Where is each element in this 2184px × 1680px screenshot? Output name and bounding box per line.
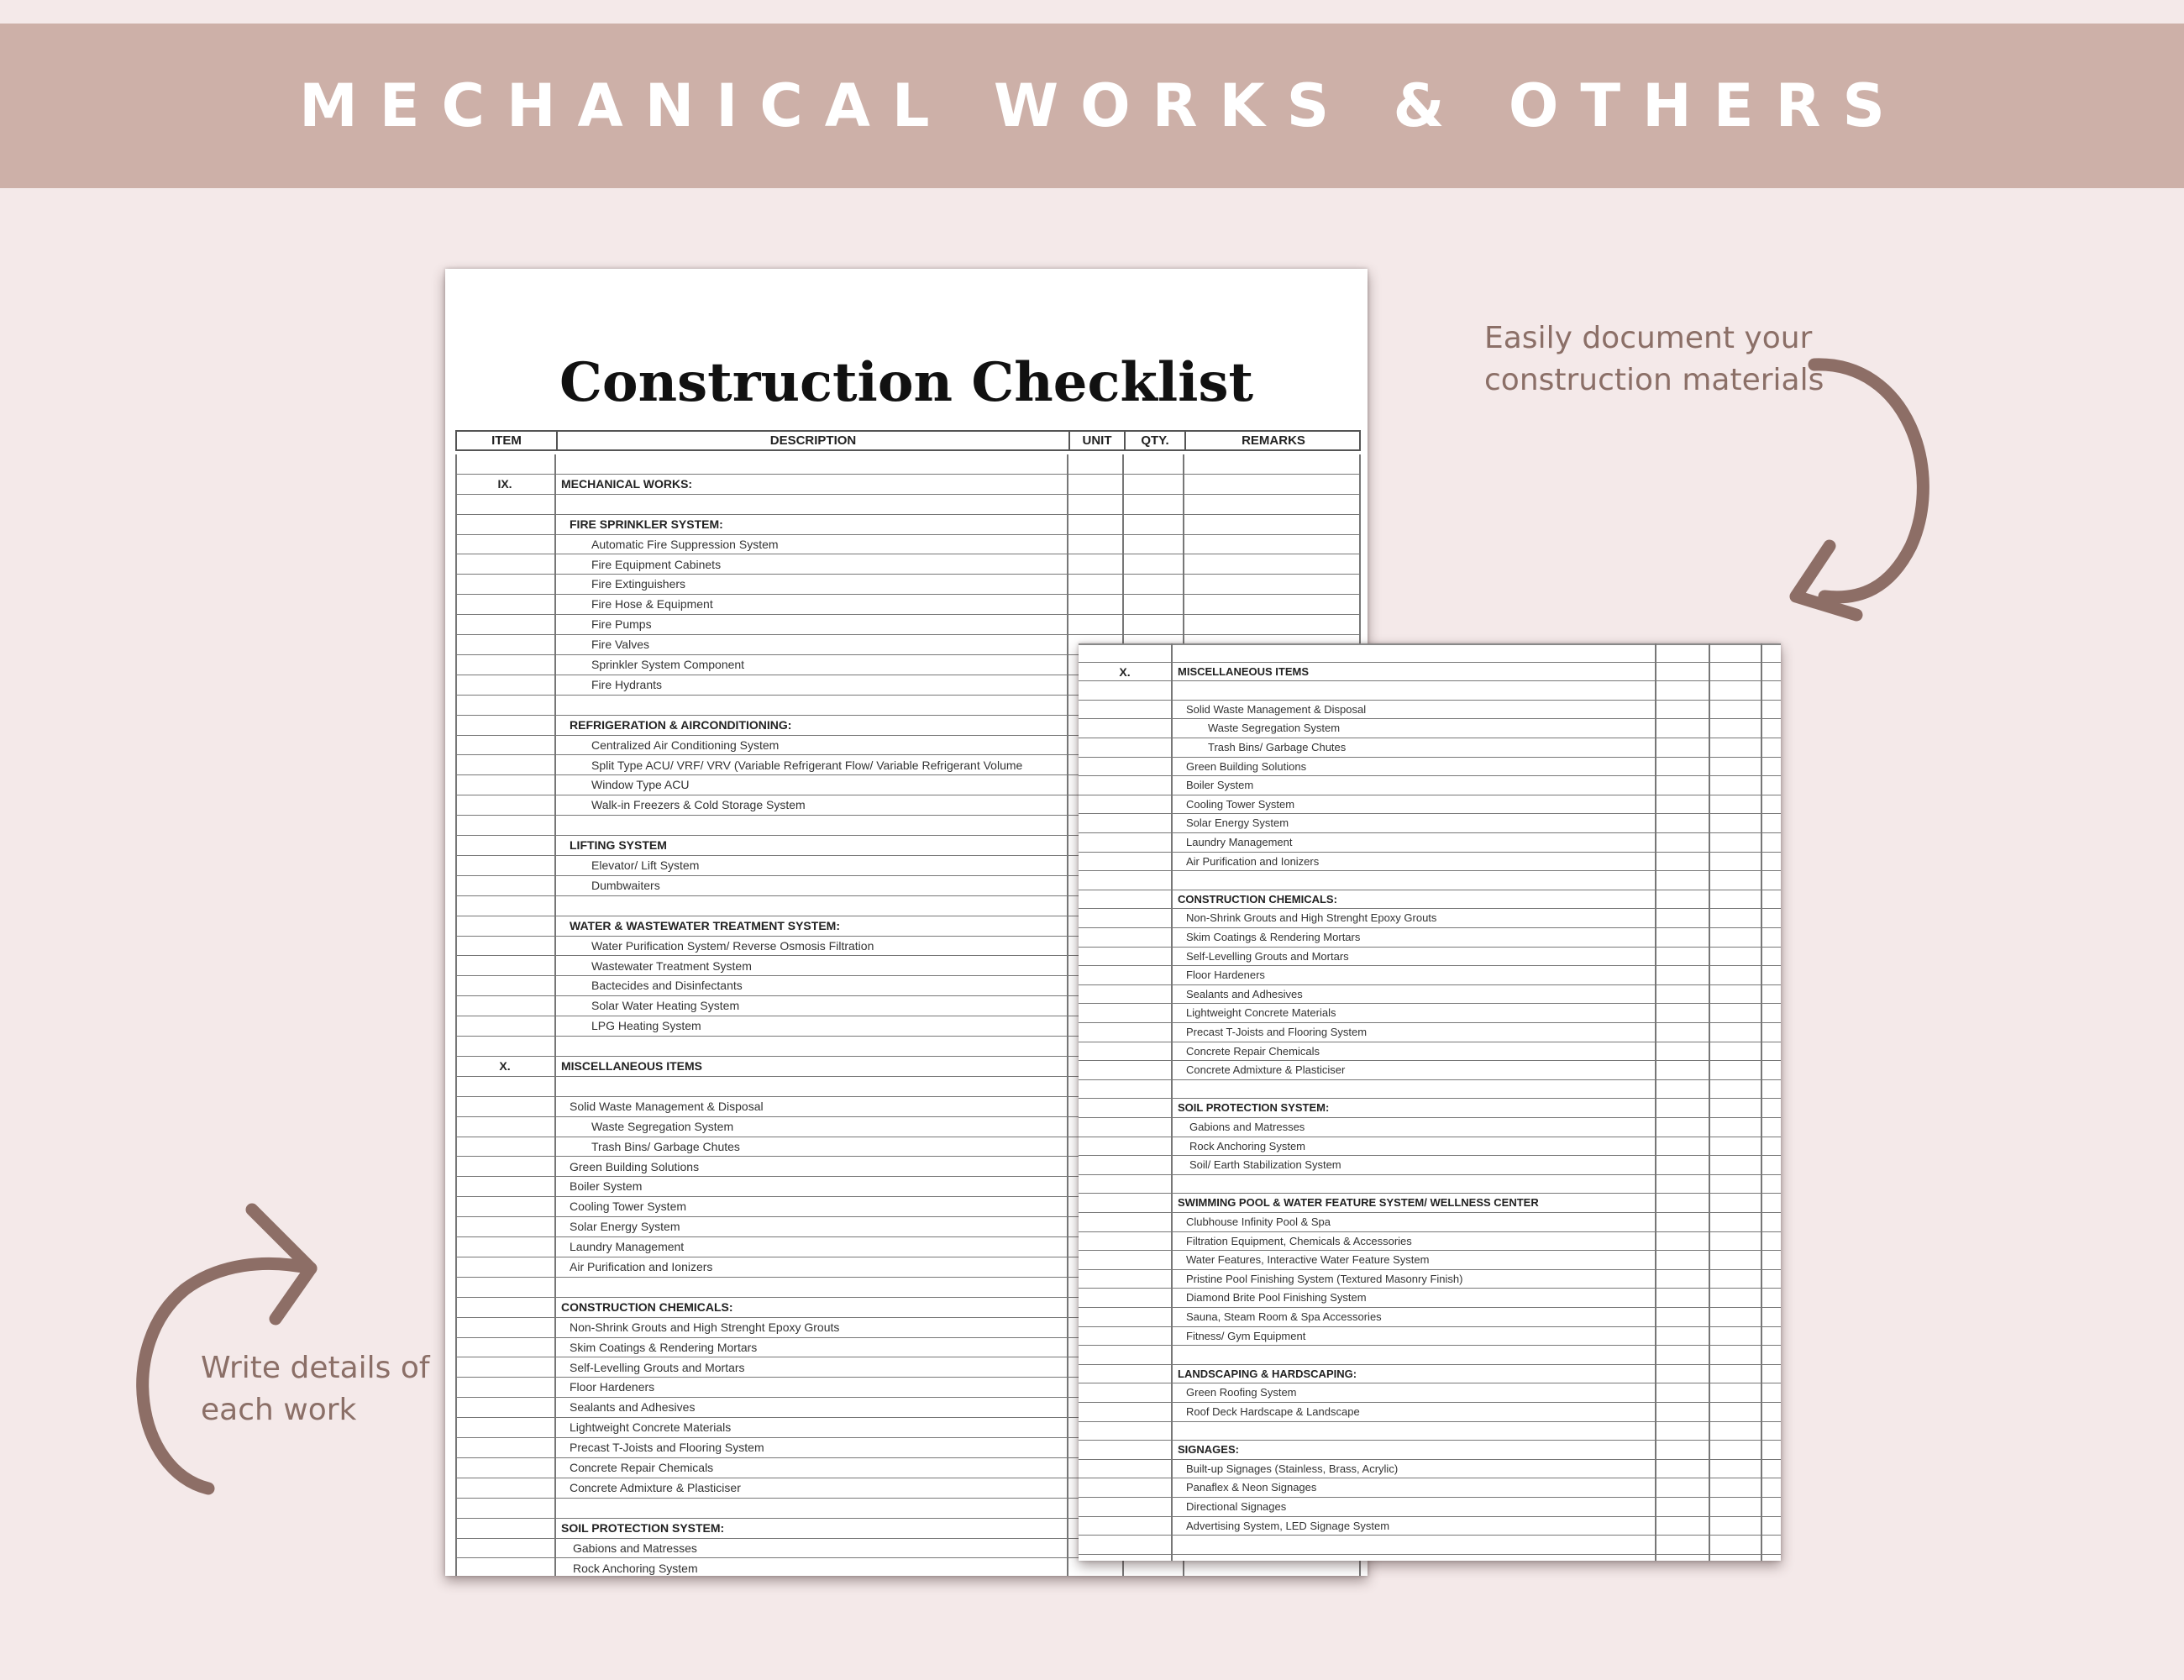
- row-description: Dumbwaiters: [591, 878, 660, 892]
- row-item-number: [455, 1539, 554, 1558]
- row-item-number: [1079, 1118, 1171, 1137]
- row-description: LANDSCAPING & HARDSCAPING:: [1178, 1367, 1357, 1380]
- row-description: Built-up Signages (Stainless, Brass, Acrylic): [1186, 1462, 1399, 1475]
- row-description: Skim Coatings & Rendering Mortars: [570, 1340, 758, 1354]
- row-item-number: [455, 1037, 554, 1056]
- table-row: [455, 475, 1361, 495]
- table-row: [1079, 1023, 1781, 1042]
- row-description: Precast T-Joists and Flooring System: [1186, 1026, 1368, 1038]
- row-description: LPG Heating System: [591, 1019, 701, 1033]
- row-description: Skim Coatings & Rendering Mortars: [1186, 931, 1361, 943]
- row-description: Concrete Repair Chemicals: [1186, 1044, 1320, 1058]
- row-item-number: [1079, 928, 1171, 947]
- row-item-number: [455, 1478, 554, 1498]
- row-item-number: [1079, 871, 1171, 890]
- row-item-number: [455, 1158, 554, 1177]
- row-item-number: [1079, 1004, 1171, 1022]
- row-item-number: [455, 535, 554, 554]
- table-row: [1079, 1383, 1781, 1403]
- checklist-page-2: [1079, 643, 1781, 1561]
- row-item-number: [1079, 1137, 1171, 1156]
- table-row: [1079, 1422, 1781, 1441]
- header-unit: UNIT: [1068, 432, 1124, 449]
- row-description: Rock Anchoring System: [1189, 1139, 1306, 1152]
- table-row: [1079, 1175, 1781, 1194]
- row-description: Sealants and Adhesives: [570, 1400, 696, 1415]
- table-row: [1079, 758, 1781, 777]
- row-description: Filtration Equipment, Chemicals & Accessories: [1186, 1234, 1412, 1247]
- row-blank: [558, 495, 1067, 514]
- row-item-number: [1079, 1422, 1171, 1441]
- table-row: [1079, 776, 1781, 795]
- row-item-number: [455, 1016, 554, 1036]
- row-description: CONSTRUCTION CHEMICALS:: [1178, 892, 1337, 906]
- table-row: [455, 595, 1361, 615]
- row-description: Clubhouse Infinity Pool & Spa: [1186, 1215, 1331, 1228]
- row-item-number: [455, 454, 554, 474]
- header-qty: QTY.: [1124, 432, 1184, 449]
- row-blank: [558, 816, 1067, 835]
- table-row: [1079, 719, 1781, 738]
- row-item-number: [455, 957, 554, 976]
- table-row: [1079, 1137, 1781, 1157]
- row-item-number: [455, 1117, 554, 1137]
- table-row: [1079, 681, 1781, 701]
- row-description: Fire Pumps: [591, 617, 652, 632]
- row-item-number: [455, 1137, 554, 1157]
- row-description: Self-Levelling Grouts and Mortars: [1186, 949, 1349, 963]
- page-title: Construction Checklist: [559, 351, 1254, 414]
- row-description: Cooling Tower System: [1186, 797, 1295, 811]
- row-item-number: [455, 1217, 554, 1236]
- row-description: SIGNAGES:: [1178, 1443, 1239, 1457]
- row-item-number: [455, 615, 554, 634]
- row-description: Concrete Admixture & Plasticiser: [1186, 1063, 1346, 1077]
- row-item-number: [1079, 1194, 1171, 1212]
- row-blank: [558, 1077, 1067, 1096]
- row-description: Diamond Brite Pool Finishing System: [1186, 1291, 1367, 1305]
- row-description: WATER & WASTEWATER TREATMENT SYSTEM:: [570, 918, 840, 932]
- row-item-number: [455, 775, 554, 795]
- table-row: [1079, 1232, 1781, 1252]
- table-row: [455, 1559, 1361, 1577]
- row-item-number: [1079, 1270, 1171, 1289]
- row-item-number: [1079, 1517, 1171, 1536]
- table-row: [1079, 1270, 1781, 1289]
- row-item-number: [1079, 1383, 1171, 1402]
- row-description: REFRIGERATION & AIRCONDITIONING:: [570, 717, 792, 732]
- row-description: CONSTRUCTION CHEMICALS:: [561, 1299, 733, 1314]
- row-description: Soil/ Earth Stabilization System: [1189, 1158, 1341, 1172]
- row-description: Advertising System, LED Signage System: [1186, 1519, 1390, 1532]
- row-description: Solid Waste Management & Disposal: [1186, 702, 1367, 716]
- row-description: Laundry Management: [570, 1240, 685, 1254]
- row-description: Cooling Tower System: [570, 1200, 687, 1214]
- row-description: Fire Extinguishers: [591, 577, 686, 591]
- row-blank: [1174, 1536, 1655, 1554]
- table-row: [1079, 966, 1781, 985]
- note-line: each work: [201, 1393, 357, 1427]
- row-blank: [1174, 1175, 1655, 1194]
- row-item-number: [1079, 1441, 1171, 1459]
- row-description: Elevator/ Lift System: [591, 858, 700, 872]
- row-item-number: [455, 1097, 554, 1116]
- row-blank: [1174, 1080, 1655, 1099]
- row-item-number: [455, 836, 554, 855]
- row-item-number: [455, 1418, 554, 1437]
- row-description: Green Roofing System: [1186, 1386, 1297, 1399]
- header-item: ITEM: [491, 433, 522, 448]
- row-description: Precast T-Joists and Flooring System: [570, 1441, 764, 1455]
- row-item-number: [455, 1438, 554, 1457]
- row-item-number: [1079, 719, 1171, 738]
- header-banner: [0, 24, 2184, 188]
- table-header: [455, 430, 1361, 451]
- row-description: FIRE SPRINKLER SYSTEM:: [570, 517, 723, 531]
- table-row: [1079, 701, 1781, 720]
- table-row: [1079, 1478, 1781, 1498]
- table-row: [1079, 795, 1781, 815]
- row-item-number: [455, 1257, 554, 1277]
- row-description: Green Building Solutions: [570, 1159, 700, 1173]
- row-item-number: [455, 515, 554, 534]
- row-description: Laundry Management: [1186, 836, 1293, 848]
- row-item-number: [455, 555, 554, 575]
- table-row: [1079, 1498, 1781, 1517]
- row-description: Directional Signages: [1186, 1500, 1287, 1513]
- row-item-number: [455, 696, 554, 715]
- row-description: Water Features, Interactive Water Feature System: [1186, 1253, 1430, 1267]
- table-row: [1079, 1308, 1781, 1327]
- table-row: [1079, 1080, 1781, 1100]
- row-description: Non-Shrink Grouts and High Strenght Epoxy Grouts: [1186, 911, 1437, 925]
- row-blank: [558, 1278, 1067, 1297]
- row-description: Split Type ACU/ VRF/ VRV (Variable Refrigerant Flow/ Variable Refrigerant Volume: [591, 758, 1023, 772]
- row-item-number: [1079, 738, 1171, 757]
- row-description: SWIMMING POOL & WATER FEATURE SYSTEM/ WELLNESS CENTER: [1178, 1196, 1539, 1210]
- row-description: Boiler System: [1186, 779, 1254, 792]
- table-row: [1079, 1156, 1781, 1175]
- row-description: Roof Deck Hardscape & Landscape: [1186, 1405, 1360, 1418]
- header-remarks: REMARKS: [1184, 432, 1361, 449]
- table-row: [1079, 1099, 1781, 1118]
- row-item-number: [455, 1499, 554, 1518]
- row-description: Air Purification and Ionizers: [570, 1260, 713, 1273]
- note-document-materials: [1484, 318, 1824, 402]
- row-description: Trash Bins/ Garbage Chutes: [1208, 741, 1347, 753]
- row-description: Sprinkler System Component: [591, 658, 745, 671]
- row-description: Lightweight Concrete Materials: [570, 1420, 732, 1435]
- row-item-number: [455, 635, 554, 654]
- table-row: [455, 515, 1361, 535]
- row-description: Fire Hose & Equipment: [591, 597, 713, 612]
- table-row: [455, 454, 1361, 475]
- row-item-number: [455, 795, 554, 815]
- row-description: Pristine Pool Finishing System (Textured Masonry Finish): [1186, 1272, 1463, 1285]
- row-item-number: [1079, 1080, 1171, 1099]
- table-row: [455, 535, 1361, 555]
- table-row: [1079, 985, 1781, 1005]
- row-item-number: [455, 1398, 554, 1417]
- row-item-number: [455, 495, 554, 514]
- row-item-number: [1079, 1346, 1171, 1364]
- table-row: [1079, 1517, 1781, 1536]
- row-item-number: [455, 655, 554, 675]
- row-item-number: [1079, 1232, 1171, 1251]
- table-row: [1079, 1441, 1781, 1460]
- row-item-number: [1079, 776, 1171, 795]
- row-description: Trash Bins/ Garbage Chutes: [591, 1139, 740, 1153]
- table-row: [1079, 1536, 1781, 1555]
- row-blank: [558, 1037, 1067, 1056]
- table-row: [1079, 1118, 1781, 1137]
- row-description: Fire Hydrants: [591, 677, 663, 691]
- row-description: Air Purification and Ionizers: [1186, 854, 1320, 868]
- table-row: [1079, 1213, 1781, 1232]
- row-item-number: [455, 816, 554, 835]
- row-item-number: [1079, 1213, 1171, 1231]
- row-blank: [1174, 1422, 1655, 1441]
- row-description: Concrete Admixture & Plasticiser: [570, 1480, 741, 1494]
- note-line: Write details of: [201, 1351, 430, 1385]
- row-item-number: [455, 976, 554, 995]
- row-item-number: X.: [499, 1059, 511, 1073]
- row-item-number: [455, 1559, 554, 1577]
- row-description: Solid Waste Management & Disposal: [570, 1099, 764, 1113]
- note-line: construction materials: [1484, 363, 1824, 397]
- row-item-number: [1079, 909, 1171, 927]
- row-item-number: [455, 1177, 554, 1196]
- row-item-number: [1079, 1042, 1171, 1061]
- row-item-number: [1079, 1061, 1171, 1079]
- table-row: [1079, 1061, 1781, 1080]
- row-description: Rock Anchoring System: [573, 1561, 698, 1575]
- row-blank: [558, 896, 1067, 916]
- row-description: Solar Energy System: [1186, 816, 1289, 830]
- row-description: Floor Hardeners: [1186, 969, 1265, 982]
- row-item-number: [1079, 1403, 1171, 1421]
- table-row: [455, 615, 1361, 635]
- row-item-number: [1079, 681, 1171, 700]
- row-description: LIFTING SYSTEM: [570, 838, 667, 853]
- table-row: [1079, 948, 1781, 967]
- row-item-number: [1079, 643, 1171, 662]
- row-item-number: [1079, 890, 1171, 909]
- row-description: MISCELLANEOUS ITEMS: [1178, 664, 1310, 678]
- curved-arrow-icon: [1781, 344, 1949, 630]
- table-row: [1079, 1251, 1781, 1270]
- table-row: [1079, 890, 1781, 910]
- row-item-number: [455, 896, 554, 916]
- row-description: Floor Hardeners: [570, 1380, 655, 1394]
- table-row: [1079, 1042, 1781, 1062]
- row-item-number: [1079, 1156, 1171, 1174]
- banner-title: MECHANICAL WORKS & OTHERS: [299, 71, 1907, 140]
- row-item-number: [1079, 1498, 1171, 1516]
- row-item-number: X.: [1119, 664, 1131, 679]
- table-row: [1079, 1403, 1781, 1422]
- row-description: Gabions and Matresses: [1189, 1121, 1305, 1133]
- row-item-number: [455, 1237, 554, 1257]
- row-item-number: [455, 1278, 554, 1297]
- row-blank: [1174, 871, 1655, 890]
- row-blank: [558, 1499, 1067, 1518]
- row-blank: [1174, 643, 1655, 662]
- row-item-number: [455, 756, 554, 775]
- table-row: [1079, 853, 1781, 872]
- table-row: [1079, 643, 1781, 663]
- row-description: Fitness/ Gym Equipment: [1186, 1329, 1306, 1342]
- row-description: Fire Valves: [591, 638, 649, 652]
- table-row: [1079, 663, 1781, 682]
- row-description: Fire Equipment Cabinets: [591, 557, 722, 571]
- row-item-number: [455, 1338, 554, 1357]
- table-row: [1079, 1460, 1781, 1479]
- row-item-number: [455, 1458, 554, 1478]
- row-item-number: IX.: [497, 476, 512, 491]
- row-description: MECHANICAL WORKS:: [561, 476, 693, 491]
- row-item-number: [455, 996, 554, 1016]
- table-row: [1079, 1365, 1781, 1384]
- row-description: Bactecides and Disinfectants: [591, 979, 743, 993]
- table-row: [1079, 738, 1781, 758]
- row-item-number: [1079, 1175, 1171, 1194]
- row-description: Waste Segregation System: [591, 1119, 734, 1133]
- table-row: [1079, 1004, 1781, 1023]
- table-row: [1079, 928, 1781, 948]
- row-item-number: [455, 916, 554, 936]
- row-item-number: [455, 1519, 554, 1538]
- row-item-number: [1079, 814, 1171, 832]
- row-description: Concrete Repair Chemicals: [570, 1461, 714, 1474]
- row-item-number: [455, 575, 554, 594]
- table-row: [455, 495, 1361, 515]
- row-description: Self-Levelling Grouts and Mortars: [570, 1360, 745, 1374]
- table-row: [1079, 1194, 1781, 1213]
- row-description: Solar Water Heating System: [591, 999, 740, 1013]
- row-description: Walk-in Freezers & Cold Storage System: [591, 798, 806, 812]
- row-item-number: [1079, 1023, 1171, 1042]
- header-description: DESCRIPTION: [556, 432, 1068, 449]
- curved-arrow-icon: [118, 1193, 336, 1504]
- row-item-number: [1079, 1365, 1171, 1383]
- row-blank: [558, 454, 1067, 474]
- row-description: Window Type ACU: [591, 778, 690, 792]
- row-description: Green Building Solutions: [1186, 759, 1307, 773]
- table-row: [1079, 833, 1781, 853]
- row-item-number: [1079, 833, 1171, 852]
- row-blank: [558, 696, 1067, 715]
- row-description: Centralized Air Conditioning System: [591, 738, 780, 752]
- table-row: [455, 575, 1361, 595]
- row-item-number: [1079, 1478, 1171, 1497]
- row-description: Lightweight Concrete Materials: [1186, 1006, 1336, 1020]
- row-item-number: [455, 856, 554, 875]
- table-row: [1079, 1327, 1781, 1347]
- row-item-number: [1079, 701, 1171, 719]
- row-description: MISCELLANEOUS ITEMS: [561, 1059, 703, 1073]
- row-item-number: [455, 937, 554, 956]
- row-description: Waste Segregation System: [1208, 722, 1341, 735]
- row-blank: [1174, 1346, 1655, 1364]
- row-item-number: [1079, 1308, 1171, 1326]
- row-description: Boiler System: [570, 1179, 643, 1194]
- row-item-number: [455, 1318, 554, 1337]
- row-item-number: [455, 736, 554, 755]
- row-item-number: [455, 716, 554, 735]
- table-row: [1079, 909, 1781, 928]
- row-item-number: [455, 1378, 554, 1397]
- row-description: Solar Energy System: [570, 1220, 680, 1234]
- row-item-number: [455, 675, 554, 695]
- row-item-number: [1079, 853, 1171, 871]
- row-description: Sealants and Adhesives: [1186, 987, 1303, 1000]
- row-description: SOIL PROTECTION SYSTEM:: [1178, 1101, 1330, 1115]
- table-row: [1079, 871, 1781, 890]
- row-item-number: [1079, 1289, 1171, 1307]
- row-item-number: [455, 1298, 554, 1317]
- row-item-number: [455, 1077, 554, 1096]
- row-item-number: [1079, 758, 1171, 776]
- row-description: Gabions and Matresses: [573, 1541, 697, 1555]
- row-description: Automatic Fire Suppression System: [591, 537, 779, 551]
- row-blank: [1174, 681, 1655, 700]
- row-description: SOIL PROTECTION SYSTEM:: [561, 1520, 725, 1535]
- row-description: Panaflex & Neon Signages: [1186, 1481, 1317, 1494]
- table-row: [1079, 814, 1781, 833]
- table-row: [1079, 1289, 1781, 1308]
- row-description: Wastewater Treatment System: [591, 958, 752, 973]
- row-description: Non-Shrink Grouts and High Strenght Epoxy Grouts: [570, 1320, 840, 1334]
- row-item-number: [1079, 1251, 1171, 1269]
- row-description: Water Purification System/ Reverse Osmosis Filtration: [591, 938, 874, 953]
- row-item-number: [455, 876, 554, 895]
- table-row: [455, 555, 1361, 575]
- row-item-number: [1079, 1327, 1171, 1346]
- row-item-number: [455, 1358, 554, 1378]
- row-item-number: [455, 595, 554, 614]
- note-line: Easily document your: [1484, 321, 1813, 355]
- row-item-number: [1079, 1099, 1171, 1117]
- table-row: [1079, 1346, 1781, 1365]
- row-item-number: [1079, 966, 1171, 984]
- row-description: Sauna, Steam Room & Spa Accessories: [1186, 1310, 1382, 1323]
- row-item-number: [1079, 1536, 1171, 1554]
- row-item-number: [1079, 1460, 1171, 1478]
- row-item-number: [1079, 985, 1171, 1004]
- row-item-number: [1079, 795, 1171, 814]
- row-item-number: [455, 1197, 554, 1216]
- row-item-number: [1079, 948, 1171, 966]
